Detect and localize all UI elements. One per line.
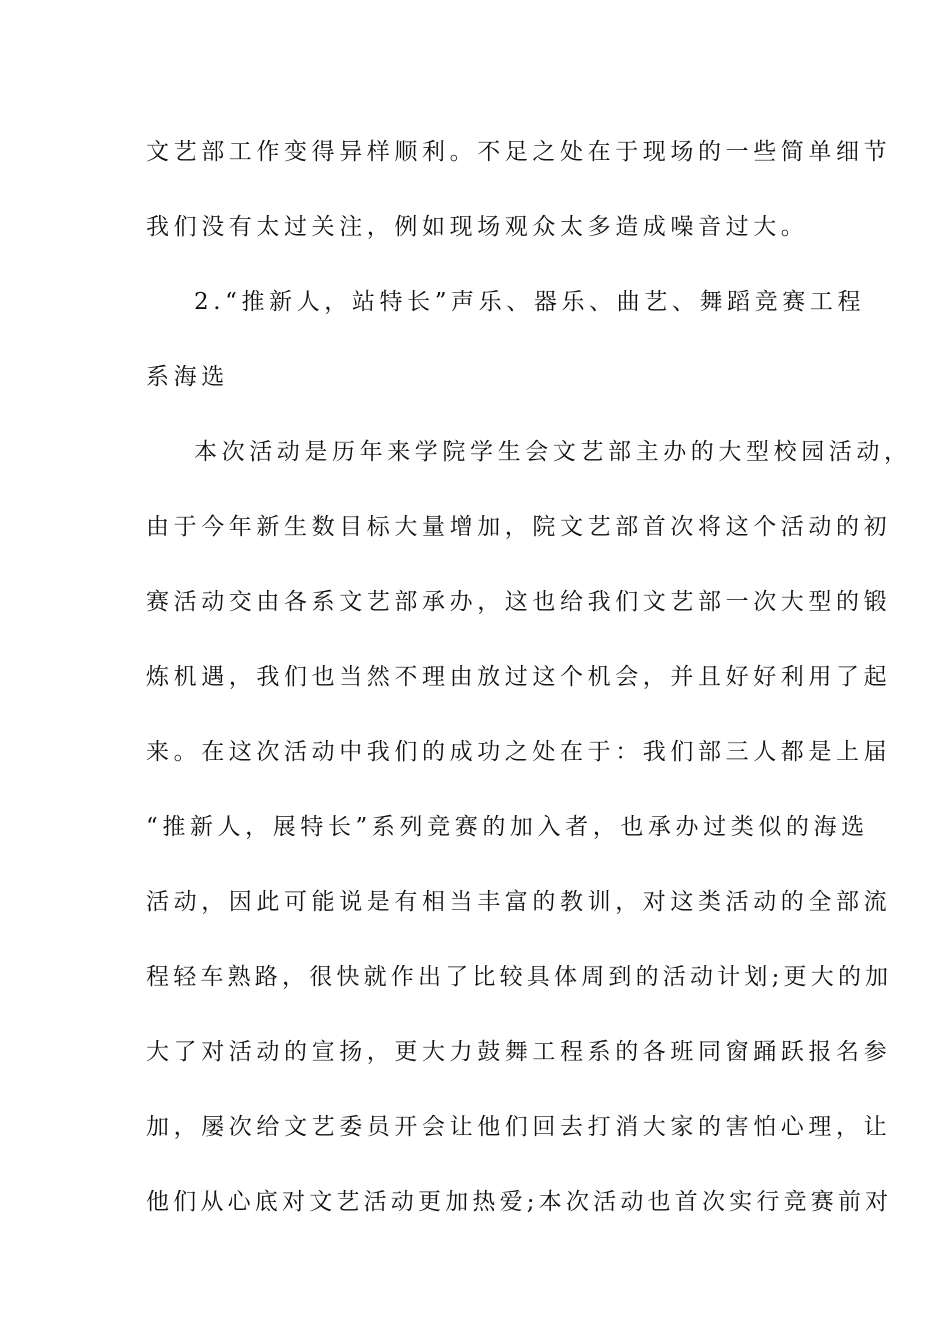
paragraph-line: 加，屡次给文艺委员开会让他们回去打消大家的害怕心理，让 [146,1114,892,1140]
paragraph-line: “推新人，展特长”系列竞赛的加入者，也承办过类似的海选 [146,814,869,840]
paragraph-line: 程轻车熟路，很快就作出了比较具体周到的活动计划;更大的加 [146,964,893,990]
paragraph-line: 赛活动交由各系文艺部承办，这也给我们文艺部一次大型的锻 [146,589,892,615]
paragraph-line: 由于今年新生数目标大量增加，院文艺部首次将这个活动的初 [146,514,892,540]
paragraph-line: 文艺部工作变得异样顺利。不足之处在于现场的一些简单细节 [146,139,892,165]
paragraph-line: 本次活动是历年来学院学生会文艺部主办的大型校园活动， [194,439,912,465]
paragraph-line: 大了对活动的宣扬，更大力鼓舞工程系的各班同窗踊跃报名参 [146,1039,892,1065]
paragraph-line: 炼机遇，我们也当然不理由放过这个机会，并且好好利用了起 [146,664,892,690]
section-heading-line: 系海选 [146,364,229,390]
paragraph-line: 活动，因此可能说是有相当丰富的教训，对这类活动的全部流 [146,889,892,915]
paragraph-line: 来。在这次活动中我们的成功之处在于：我们部三人都是上届 [146,739,892,765]
paragraph-line: 我们没有太过关注，例如现场观众太多造成噪音过大。 [146,214,809,240]
section-heading-line: 2.“推新人，站特长”声乐、器乐、曲艺、舞蹈竞赛工程 [194,289,866,315]
paragraph-line: 他们从心底对文艺活动更加热爱;本次活动也首次实行竞赛前对 [146,1189,893,1215]
